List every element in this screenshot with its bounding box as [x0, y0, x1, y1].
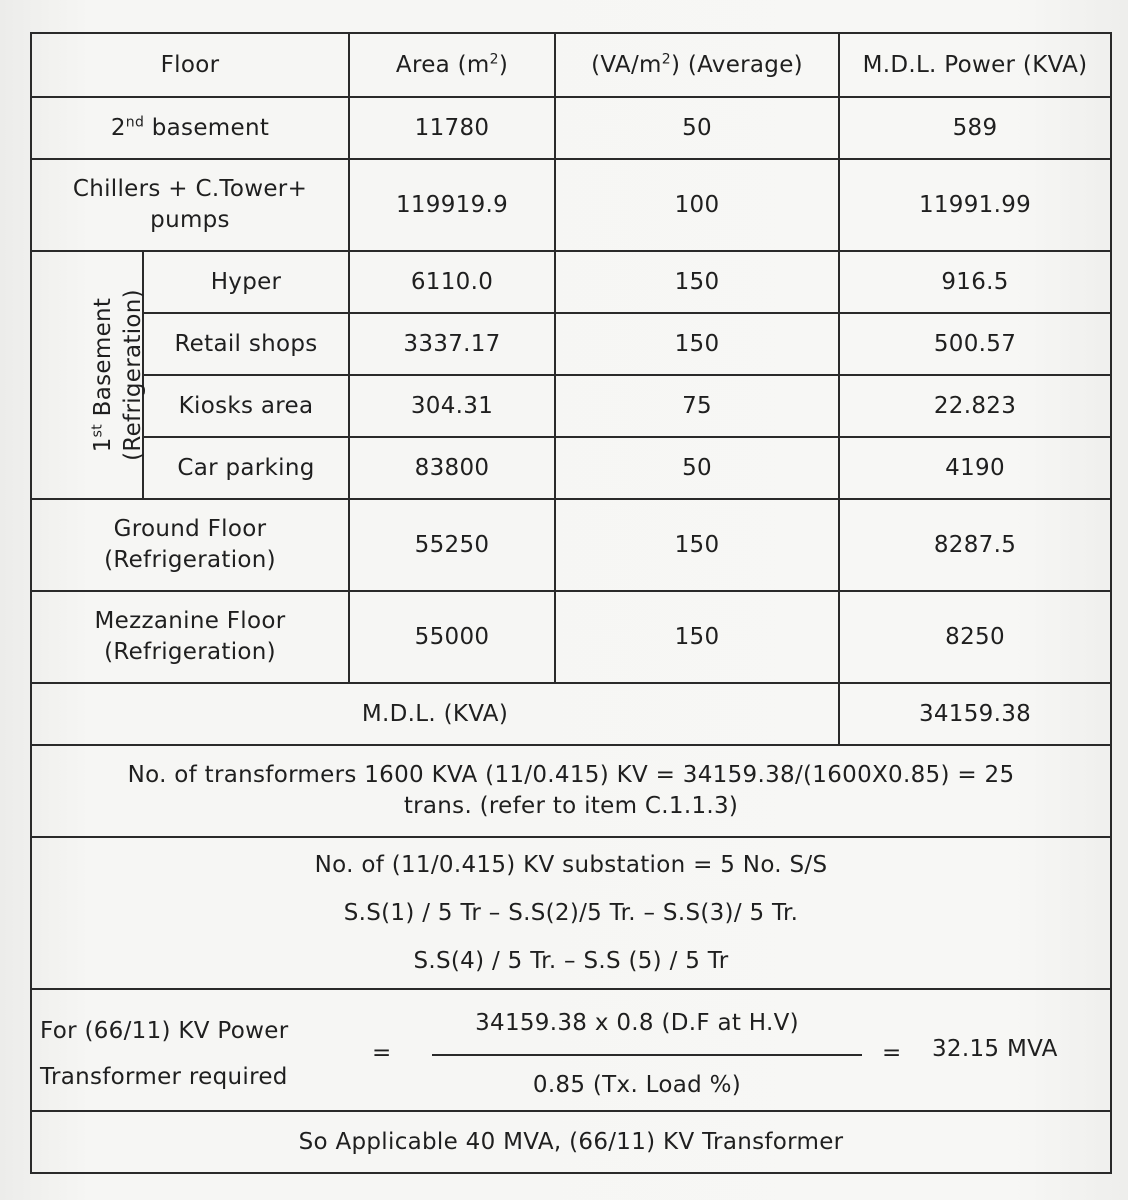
density-cell: 50 — [555, 437, 839, 499]
density-cell: 150 — [555, 313, 839, 375]
transformers-note-row — [31, 745, 1111, 837]
subfloor-cell: Retail shops — [143, 313, 349, 375]
mdl-total-value: 34159.38 — [839, 683, 1111, 745]
subfloor-cell: Hyper — [143, 251, 349, 313]
table-header-row — [31, 33, 1111, 97]
calc-denominator: 0.85 (Tx. Load %) — [532, 1072, 742, 1098]
substations-row — [31, 837, 1111, 989]
table-row — [31, 591, 1111, 683]
power-cell: 916.5 — [839, 251, 1111, 313]
floor-cell: Chillers + C.Tower+ pumps — [31, 159, 349, 251]
density-cell: 75 — [555, 375, 839, 437]
power-cell: 4190 — [839, 437, 1111, 499]
subfloor-cell: Kiosks area — [143, 375, 349, 437]
load-calculation-table — [30, 32, 1112, 1174]
calc-numerator: 34159.38 x 0.8 (D.F at H.V) — [475, 1010, 799, 1036]
power-cell: 22.823 — [839, 375, 1111, 437]
area-cell: 304.31 — [349, 375, 555, 437]
area-cell: 3337.17 — [349, 313, 555, 375]
header-floor: Floor — [31, 33, 349, 97]
area-cell: 55250 — [349, 499, 555, 591]
floor-cell: 2nd basement — [31, 97, 349, 159]
fraction-bar — [432, 1054, 862, 1056]
conclusion-text: So Applicable 40 MVA, (66/11) KV Transformer — [31, 1111, 1111, 1173]
calc-equals-sign: = — [372, 1040, 392, 1066]
calc-label: For (66/11) KV Power Transformer required — [40, 1018, 289, 1090]
table-row — [31, 375, 1111, 437]
table-row — [31, 437, 1111, 499]
density-cell: 100 — [555, 159, 839, 251]
power-transformer-row — [31, 989, 1111, 1111]
power-cell: 589 — [839, 97, 1111, 159]
table-row — [31, 499, 1111, 591]
calc-result: 32.15 MVA — [932, 1036, 1058, 1062]
area-cell: 6110.0 — [349, 251, 555, 313]
floor-cell: Ground Floor (Refrigeration) — [31, 499, 349, 591]
table-row — [31, 159, 1111, 251]
density-cell: 50 — [555, 97, 839, 159]
table-row — [31, 251, 1111, 313]
power-transformer-calc — [31, 989, 1111, 1111]
header-power: M.D.L. Power (KVA) — [839, 33, 1111, 97]
mdl-total-label: M.D.L. (KVA) — [31, 683, 839, 745]
density-cell: 150 — [555, 499, 839, 591]
header-density: $(VA/m^2)$ (Average) — [555, 33, 839, 97]
transformers-note: No. of transformers 1600 KVA (11/0.415) KV = 34159.38/(1600X0.85) = 25 trans. (refer to item C.1.1.3) — [31, 745, 1111, 837]
density-cell: 150 — [555, 591, 839, 683]
area-cell: 119919.9 — [349, 159, 555, 251]
power-cell: 8287.5 — [839, 499, 1111, 591]
area-cell: 55000 — [349, 591, 555, 683]
density-cell: 150 — [555, 251, 839, 313]
area-cell: 11780 — [349, 97, 555, 159]
calc-result-equals-sign: = — [882, 1040, 902, 1066]
basement1-group-label: 1st Basement (Refrigeration) — [31, 251, 143, 499]
header-area: Area $(m^2)$ — [349, 33, 555, 97]
power-cell: 8250 — [839, 591, 1111, 683]
subfloor-cell: Car parking — [143, 437, 349, 499]
area-cell: 83800 — [349, 437, 555, 499]
conclusion-row — [31, 1111, 1111, 1173]
table-row — [31, 97, 1111, 159]
table-row — [31, 313, 1111, 375]
substations-note: No. of (11/0.415) KV substation = 5 No. S/S S.S(1) / 5 Tr – S.S(2)/5 Tr. – S.S(3)/ 5 Tr. S.S(4) / 5 Tr. – S.S (5) / 5 Tr — [31, 837, 1111, 989]
power-cell: 11991.99 — [839, 159, 1111, 251]
mdl-total-row — [31, 683, 1111, 745]
power-cell: 500.57 — [839, 313, 1111, 375]
floor-cell: Mezzanine Floor (Refrigeration) — [31, 591, 349, 683]
